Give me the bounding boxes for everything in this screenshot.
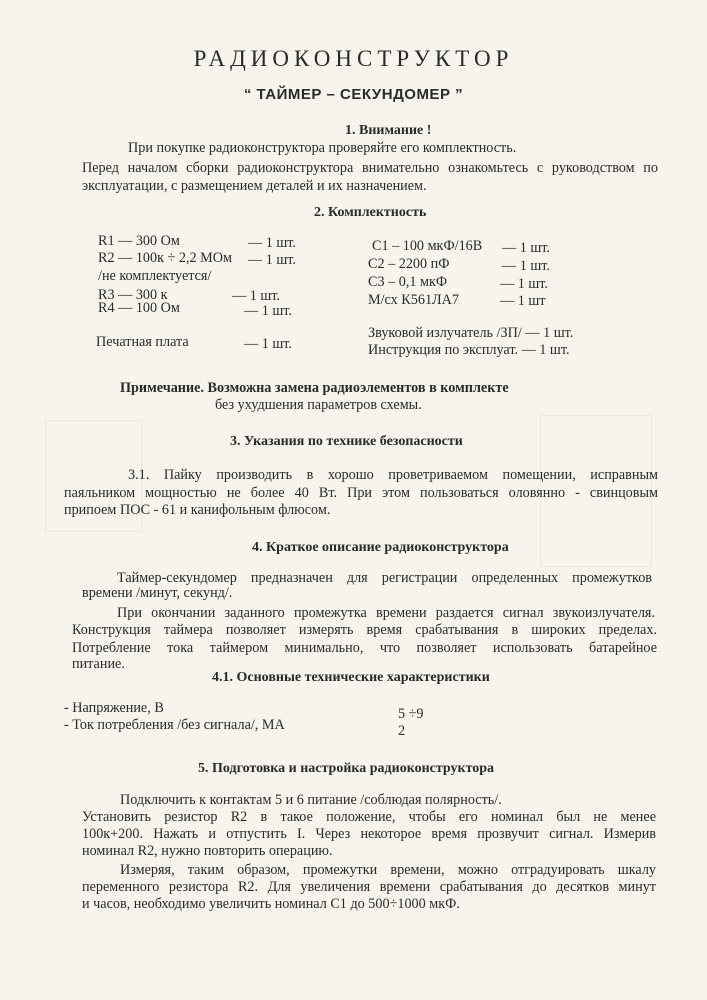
section-4-1-heading: 4.1. Основные технические характеристики (212, 670, 490, 685)
parts-list-item: R1 — 300 Ом (98, 233, 180, 249)
section-4-line: При окончании заданного промежутка времени раздается сигнал звукоизлучателя. (117, 605, 655, 621)
parts-list-item: R3 — 300 к (98, 287, 168, 303)
parts-list-item: R2 — 100к ÷ 2,2 МОм (98, 250, 233, 266)
parts-list-item: /не комплектуется/ (98, 268, 212, 284)
parts-list-item: Звуковой излучатель /ЗП/ — 1 шт. (368, 325, 574, 341)
section-1-line: При покупке радиоконструктора проверяйте его комплектность. (128, 140, 517, 156)
section-1-line: Перед началом сборки радиоконструктора внимательно ознакомьтесь с руководством по (82, 160, 658, 176)
section-5-line: переменного резистора R2. Для увеличения времени срабатывания до десятков минут (82, 879, 656, 895)
parts-list-qty: — 1 шт. (500, 276, 548, 292)
parts-list-qty: — 1 шт. (244, 336, 292, 352)
section-2-heading: 2. Комплектность (314, 205, 427, 220)
section-5-line: 100к+200. Нажать и отпустить I. Через некоторое время прозвучит сигнал. Измерив (82, 826, 656, 842)
section-4-line: Потребление тока таймером минимально, что позволяет использовать батарейное (72, 640, 657, 656)
section-3-heading: 3. Указания по технике безопасности (230, 434, 463, 449)
parts-list-item: Инструкция по эксплуат. — 1 шт. (368, 342, 570, 358)
section-4-heading: 4. Краткое описание радиоконструктора (252, 540, 509, 555)
section-3-line: припоем ПОС - 61 и канифольным флюсом. (64, 502, 331, 518)
section-1-line: эксплуатации, с размещением деталей и их назначением. (82, 178, 427, 194)
parts-list-qty: — 1 шт. (502, 258, 550, 274)
parts-list-item: R4 — 100 Ом (98, 300, 180, 316)
section-4-line: Таймер-секундомер предназначен для регистрации определенных промежутков (117, 570, 652, 586)
parts-list-qty: — 1 шт. (248, 252, 296, 268)
spec-label: - Напряжение, В (64, 700, 164, 716)
section-5-line: номинал R2, нужно повторить операцию. (82, 843, 333, 859)
parts-list-item: C1 – 100 мкФ/16В (372, 238, 483, 254)
parts-list-qty: — 1 шт. (502, 240, 550, 256)
parts-list-item: Печатная плата (96, 334, 189, 350)
parts-list-qty: — 1 шт. (248, 235, 296, 251)
section-3-line: паяльником мощностью не более 40 Вт. При этом пользоваться оловянно - свинцовым (64, 485, 658, 501)
section-5-line: Измеряя, таким образом, промежутки времени, можно отградуировать шкалу (120, 862, 656, 878)
document-title: РАДИОКОНСТРУКТОР (193, 46, 514, 71)
section-5-line: Установить резистор R2 в такое положение, чтобы его номинал был не менее (82, 809, 656, 825)
spec-label: - Ток потребления /без сигнала/, МА (64, 717, 285, 733)
section-5-heading: 5. Подготовка и настройка радиоконструктора (198, 761, 495, 776)
section-4-line: времени /минут, секунд/. (82, 585, 233, 601)
spec-value: 5 ÷9 (398, 706, 424, 722)
section-1-heading: 1. Внимание ! (345, 123, 432, 138)
section-4-line: Конструкция таймера позволяет измерять время срабатывания в широких пределах. (72, 622, 657, 638)
document-subtitle: “ ТАЙМЕР – СЕКУНДОМЕР ” (243, 86, 464, 103)
parts-list-qty: — 1 шт. (232, 288, 280, 304)
parts-list-item: М/сх К561ЛА7 (368, 292, 460, 308)
section-3-line: 3.1. Пайку производить в хорошо проветриваемом помещении, исправным (128, 467, 658, 483)
note-line: Примечание. Возможна замена радиоэлементов в комплекте (120, 380, 509, 396)
section-4-line: питание. (72, 656, 125, 672)
section-5-line: и часов, необходимо увеличить номинал C1 до 500÷1000 мкФ. (82, 896, 460, 912)
parts-list-qty: — 1 шт (500, 293, 546, 309)
parts-list-item: C3 – 0,1 мкФ (368, 274, 448, 290)
parts-list-item: C2 – 2200 пФ (368, 256, 450, 272)
section-5-line: Подключить к контактам 5 и 6 питание /соблюдая полярность/. (120, 792, 502, 808)
parts-list-qty: — 1 шт. (244, 303, 292, 319)
spec-value: 2 (398, 723, 406, 739)
note-line: без ухудшения параметров схемы. (215, 397, 422, 413)
